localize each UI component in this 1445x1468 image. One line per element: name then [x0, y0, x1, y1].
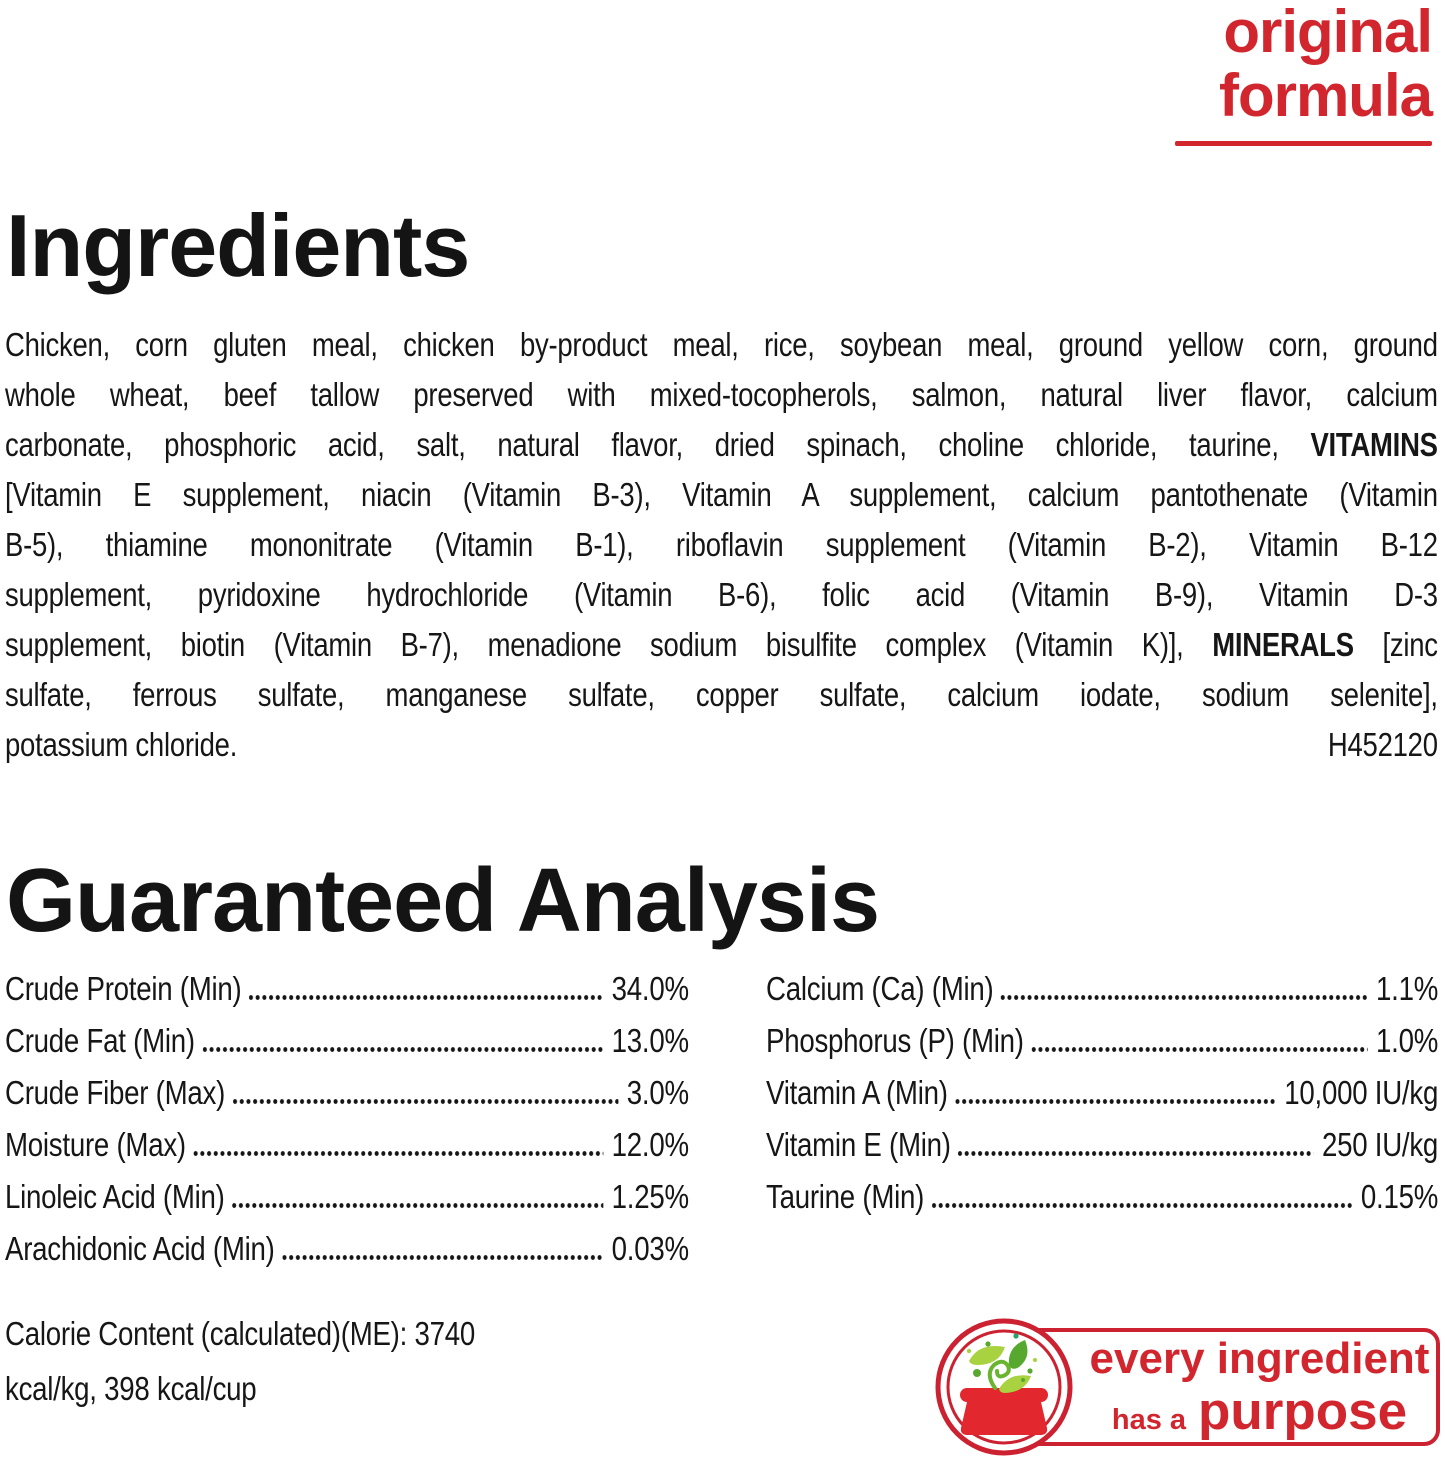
brand-line-2: formula: [1218, 62, 1432, 129]
analysis-left-column: [5, 963, 821, 1275]
analysis-value: 0.03%: [611, 1230, 689, 1267]
analysis-label: Calcium (Ca) (Min): [766, 970, 994, 1007]
dot-leader: [249, 994, 603, 1001]
bowl-icon: [960, 1388, 1048, 1435]
analysis-label: Vitamin E (Min): [766, 1126, 951, 1163]
ingredients-line: [Vitamin E supplement, niacin (Vitamin B-3), Vitamin A supplement, calcium pantothenate (Vitamin: [5, 476, 1438, 513]
analysis-value: 250 IU/kg: [1321, 1126, 1439, 1163]
ingredients-line: supplement, biotin (Vitamin B-7), menadione sodium bisulfite complex (Vitamin K)], MINERALS [zinc: [5, 626, 1438, 663]
analysis-value: 0.15%: [1360, 1178, 1439, 1215]
dot-leader: [1031, 1046, 1367, 1053]
analysis-row: [5, 963, 689, 1015]
analysis-row: [5, 1119, 689, 1171]
guaranteed-analysis-title: Guaranteed Analysis: [6, 851, 880, 951]
analysis-row: [5, 1223, 689, 1275]
analysis-label: Arachidonic Acid (Min): [5, 1230, 275, 1267]
every-ingredient-badge: [933, 1316, 1442, 1458]
analysis-row: [766, 1171, 1438, 1223]
analysis-row: [766, 963, 1438, 1015]
badge-slogan-line-1: every ingredient: [1089, 1334, 1430, 1383]
ingredients-last-text: potassium chloride.: [5, 726, 238, 763]
analysis-value: 10,000 IU/kg: [1284, 1074, 1439, 1111]
analysis-label: Crude Fat (Min): [5, 1022, 195, 1059]
pet-bowl-with-leaves-icon: [933, 1316, 1075, 1458]
analysis-label: Moisture (Max): [5, 1126, 186, 1163]
ingredients-last-line: [5, 720, 1438, 770]
analysis-value: 13.0%: [611, 1022, 689, 1059]
analysis-row: [5, 1015, 689, 1067]
brand-underline-divider: [1175, 141, 1432, 146]
analysis-value: 1.0%: [1376, 1022, 1439, 1059]
analysis-label: Vitamin A (Min): [766, 1074, 948, 1111]
ingredients-line: whole wheat, beef tallow preserved with mixed-tocopherols, salmon, natural liver flavor, calcium: [5, 376, 1438, 413]
dot-leader: [958, 1150, 1313, 1157]
analysis-label: Linoleic Acid (Min): [5, 1178, 225, 1215]
dot-leader: [932, 1202, 1353, 1209]
analysis-right-column: [766, 963, 1445, 1223]
ingredients-line: B-5), thiamine mononitrate (Vitamin B-1), riboflavin supplement (Vitamin B-2), Vitamin B-12: [5, 526, 1438, 563]
analysis-row: [766, 1067, 1438, 1119]
brand-line-1: original: [1223, 0, 1432, 65]
ingredients-paragraph: [5, 320, 1445, 770]
badge-slogan-small: has a: [1111, 1404, 1187, 1436]
ingredients-line: sulfate, ferrous sulfate, manganese sulfate, copper sulfate, calcium iodate, sodium selenite],: [5, 676, 1438, 713]
badge-slogan-line-2: [1111, 1382, 1408, 1441]
dot-leader: [233, 1098, 619, 1105]
calorie-content: [5, 1306, 825, 1416]
analysis-label: Crude Protein (Min): [5, 970, 242, 1007]
analysis-value: 1.25%: [611, 1178, 689, 1215]
brand-block: [1175, 0, 1432, 146]
analysis-label: Phosphorus (P) (Min): [766, 1022, 1024, 1059]
dot-leader: [1001, 994, 1368, 1001]
analysis-label: Crude Fiber (Max): [5, 1074, 226, 1111]
dot-leader: [282, 1254, 603, 1261]
analysis-row: [766, 1015, 1438, 1067]
ingredients-line: Chicken, corn gluten meal, chicken by-product meal, rice, soybean meal, ground yellow corn, ground: [5, 326, 1438, 363]
calorie-line-2: kcal/kg, 398 kcal/cup: [5, 1370, 257, 1407]
analysis-value: 1.1%: [1376, 970, 1439, 1007]
analysis-label: Taurine (Min): [766, 1178, 925, 1215]
dot-leader: [232, 1202, 603, 1209]
ingredients-line: supplement, pyridoxine hydrochloride (Vitamin B-6), folic acid (Vitamin B-9), Vitamin D-3: [5, 576, 1438, 613]
analysis-value: 3.0%: [626, 1074, 689, 1111]
analysis-row: [766, 1119, 1438, 1171]
analysis-value: 34.0%: [611, 970, 689, 1007]
ingredients-line: carbonate, phosphoric acid, salt, natural flavor, dried spinach, choline chloride, taurine, VITAMINS: [5, 426, 1438, 463]
badge-slogan-big: purpose: [1198, 1382, 1408, 1441]
ingredients-title: Ingredients: [6, 196, 470, 295]
badge-text: [1083, 1328, 1436, 1446]
analysis-row: [5, 1067, 689, 1119]
lot-code: H452120: [1327, 726, 1438, 763]
analysis-row: [5, 1171, 689, 1223]
analysis-value: 12.0%: [611, 1126, 689, 1163]
calorie-line-1: Calorie Content (calculated)(ME): 3740: [5, 1315, 476, 1352]
dot-leader: [193, 1150, 603, 1157]
dot-leader: [202, 1046, 603, 1053]
dot-leader: [955, 1098, 1276, 1105]
